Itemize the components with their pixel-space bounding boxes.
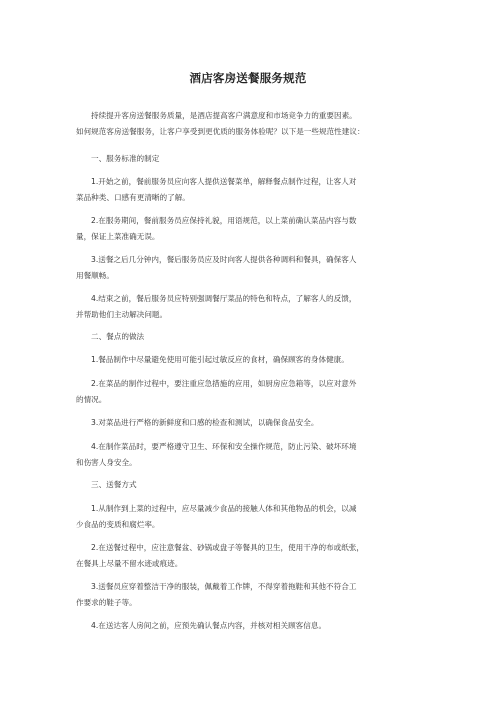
section-heading-2: 二、餐点的做法 [91, 332, 145, 341]
item-line: 1.开始之前，餐前服务员应向客人提供送餐菜单，解释餐点制作过程，让客人对 [91, 177, 357, 186]
document-title: 酒店客房送餐服务规范 [189, 71, 307, 85]
item-line: 4.在送达客人房间之前，应预先确认餐点内容，并核对相关顾客信息。 [91, 621, 327, 630]
section2-item-1 [76, 352, 436, 368]
item-line: 3.送餐之后几分钟内，餐后服务员应及时向客人提供各种调料和餐具，确保客人 [91, 255, 357, 264]
item-line: 作要求的鞋子等。 [76, 598, 137, 607]
item-line: 2.在送餐过程中，应注意餐盆、砂锅或盘子等餐具的卫生，使用干净的布或纸张， [91, 543, 365, 552]
intro-paragraph [76, 108, 436, 140]
item-line: 2.在菜品的制作过程中，要注重应急措施的应用，如厨房应急箱等，以应对意外 [91, 379, 357, 388]
section3-item-3 [76, 579, 436, 611]
item-line: 用餐顺畅。 [76, 271, 114, 280]
section3-item-4 [76, 618, 436, 634]
item-line: 在餐具上尽量不留水迹或痕迹。 [76, 559, 183, 568]
section3-item-2 [76, 540, 436, 572]
item-line: 菜品种类、口感有更清晰的了解。 [76, 193, 190, 202]
section2-item-3 [76, 415, 436, 431]
section1-item-1 [76, 174, 436, 206]
item-line: 并帮助他们主动解决问题。 [76, 310, 168, 319]
section1-item-3 [76, 252, 436, 284]
section-heading-3: 三、送餐方式 [91, 480, 137, 489]
intro-line: 持续提升客房送餐服务质量，是酒店提高客户满意度和市场竞争力的重要因素。 [91, 111, 357, 120]
section-heading-1: 一、服务标准的制定 [91, 154, 160, 163]
item-line: 4.结束之前，餐后服务员应特别强调餐厅菜品的特色和特点，了解客人的反馈， [91, 294, 357, 303]
section3-item-1 [76, 501, 436, 533]
section2-item-2 [76, 376, 436, 408]
item-line: 3.送餐员应穿着整洁干净的服装，佩戴着工作牌，不得穿着拖鞋和其他不符合工 [91, 582, 357, 591]
item-line: 1.餐品制作中尽量避免使用可能引起过敏反应的食材，确保顾客的身体健康。 [91, 355, 349, 364]
item-line: 2.在服务期间，餐前服务员应保持礼貌，用语规范，以上菜前确认菜品内容与数 [91, 216, 357, 225]
section1-item-4 [76, 291, 436, 323]
item-line: 1.从制作到上菜的过程中，应尽量减少食品的接触人体和其他物品的机会，以减 [91, 504, 357, 513]
item-line: 量，保证上菜准确无误。 [76, 232, 160, 241]
item-line: 的情况。 [76, 395, 107, 404]
section2-item-4 [76, 439, 436, 471]
item-line: 3.对菜品进行严格的新鲜度和口感的检查和测试，以确保食品安全。 [91, 418, 319, 427]
intro-line: 如何规范客房送餐服务，让客户享受到更优质的服务体验呢？以下是一些规范性建议： [76, 127, 365, 136]
item-line: 4.在制作菜品时，要严格遵守卫生、环保和安全操作规范，防止污染、破坏环境 [91, 442, 357, 451]
item-line: 少食品的变质和腐烂率。 [76, 520, 160, 529]
item-line: 和伤害人身安全。 [76, 458, 137, 467]
section1-item-2 [76, 213, 436, 245]
